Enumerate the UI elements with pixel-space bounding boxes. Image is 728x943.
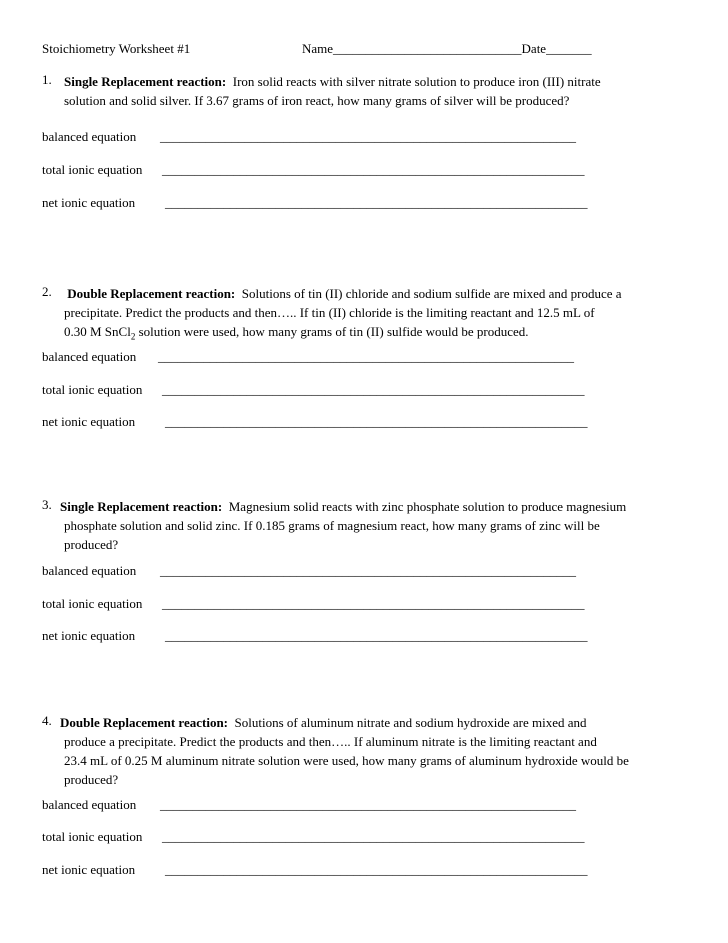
- question-4-number: 4.: [42, 713, 52, 728]
- q4-total-label: total ionic equation: [42, 829, 143, 844]
- q2-total-label: total ionic equation: [42, 382, 143, 397]
- question-2-number: 2.: [42, 284, 52, 299]
- q4-net-blank[interactable]: _________________________________________________________________: [165, 862, 588, 877]
- q1-balanced-label: balanced equation: [42, 129, 137, 144]
- question-2-line-3b: solution were used, how many grams of tin (II) sulfide would be produced.: [135, 324, 529, 339]
- question-4-line-2: produce a precipitate. Predict the products and then….. If aluminum nitrate is the limiting reactant and: [64, 734, 597, 749]
- question-3-line-2: phosphate solution and solid zinc. If 0.185 grams of magnesium react, how many grams of zinc will be: [64, 518, 600, 533]
- q3-balanced-label: balanced equation: [42, 563, 137, 578]
- q2-balanced-blank[interactable]: ________________________________________________________________: [158, 349, 574, 364]
- question-2-line-1: Solutions of tin (II) chloride and sodium sulfide are mixed and produce a: [241, 286, 622, 301]
- question-4-line-1: Solutions of aluminum nitrate and sodium hydroxide are mixed and: [234, 715, 587, 730]
- q4-net-label: net ionic equation: [42, 862, 136, 877]
- question-2-line-3: [64, 322, 622, 341]
- question-4-line-3: 23.4 mL of 0.25 M aluminum nitrate solution were used, how many grams of aluminum hydroxide would be: [64, 753, 629, 768]
- question-4-text: [60, 713, 629, 789]
- question-1-line-1: Iron solid reacts with silver nitrate solution to produce iron (III) nitrate: [232, 74, 601, 89]
- q4-balanced-label: balanced equation: [42, 797, 137, 812]
- question-3-type: Single Replacement reaction:: [60, 499, 223, 514]
- q2-balanced-label: balanced equation: [42, 349, 137, 364]
- question-1-text: [64, 72, 601, 110]
- q1-total-blank[interactable]: _________________________________________________________________: [162, 162, 585, 177]
- name-date-field[interactable]: Name_____________________________Date_______: [302, 41, 592, 56]
- q4-balanced-blank[interactable]: ________________________________________________________________: [160, 797, 576, 812]
- question-1-line-2: solution and solid silver. If 3.67 grams of iron react, how many grams of silver will be produced?: [64, 93, 570, 108]
- q3-net-blank[interactable]: _________________________________________________________________: [165, 628, 588, 643]
- question-4-type: Double Replacement reaction:: [60, 715, 229, 730]
- question-4-line-4: produced?: [64, 772, 119, 787]
- q2-net-blank[interactable]: _________________________________________________________________: [165, 414, 588, 429]
- question-3-line-3: produced?: [64, 537, 119, 552]
- q1-balanced-blank[interactable]: ________________________________________________________________: [160, 129, 576, 144]
- question-2-line-2: precipitate. Predict the products and then….. If tin (II) chloride is the limiting reactant and 12.5 mL of: [64, 305, 595, 320]
- q1-net-blank[interactable]: _________________________________________________________________: [165, 195, 588, 210]
- question-1-number: 1.: [42, 72, 52, 87]
- q4-total-blank[interactable]: _________________________________________________________________: [162, 829, 585, 844]
- question-3-line-1: Magnesium solid reacts with zinc phosphate solution to produce magnesium: [228, 499, 627, 514]
- q3-total-blank[interactable]: _________________________________________________________________: [162, 596, 585, 611]
- worksheet-title: Stoichiometry Worksheet #1: [42, 41, 191, 56]
- question-3-number: 3.: [42, 497, 52, 512]
- q2-net-label: net ionic equation: [42, 414, 136, 429]
- q1-total-label: total ionic equation: [42, 162, 143, 177]
- question-3-text: [60, 497, 626, 554]
- q2-total-blank[interactable]: _________________________________________________________________: [162, 382, 585, 397]
- question-2-subscript: 2: [130, 331, 136, 342]
- question-2-type: Double Replacement reaction:: [67, 286, 236, 301]
- q1-net-label: net ionic equation: [42, 195, 136, 210]
- question-2-line-3a: 0.30 M SnCl: [64, 324, 131, 339]
- question-1-type: Single Replacement reaction:: [64, 74, 227, 89]
- question-2-text: [64, 284, 622, 341]
- q3-total-label: total ionic equation: [42, 596, 143, 611]
- q3-balanced-blank[interactable]: ________________________________________________________________: [160, 563, 576, 578]
- q3-net-label: net ionic equation: [42, 628, 136, 643]
